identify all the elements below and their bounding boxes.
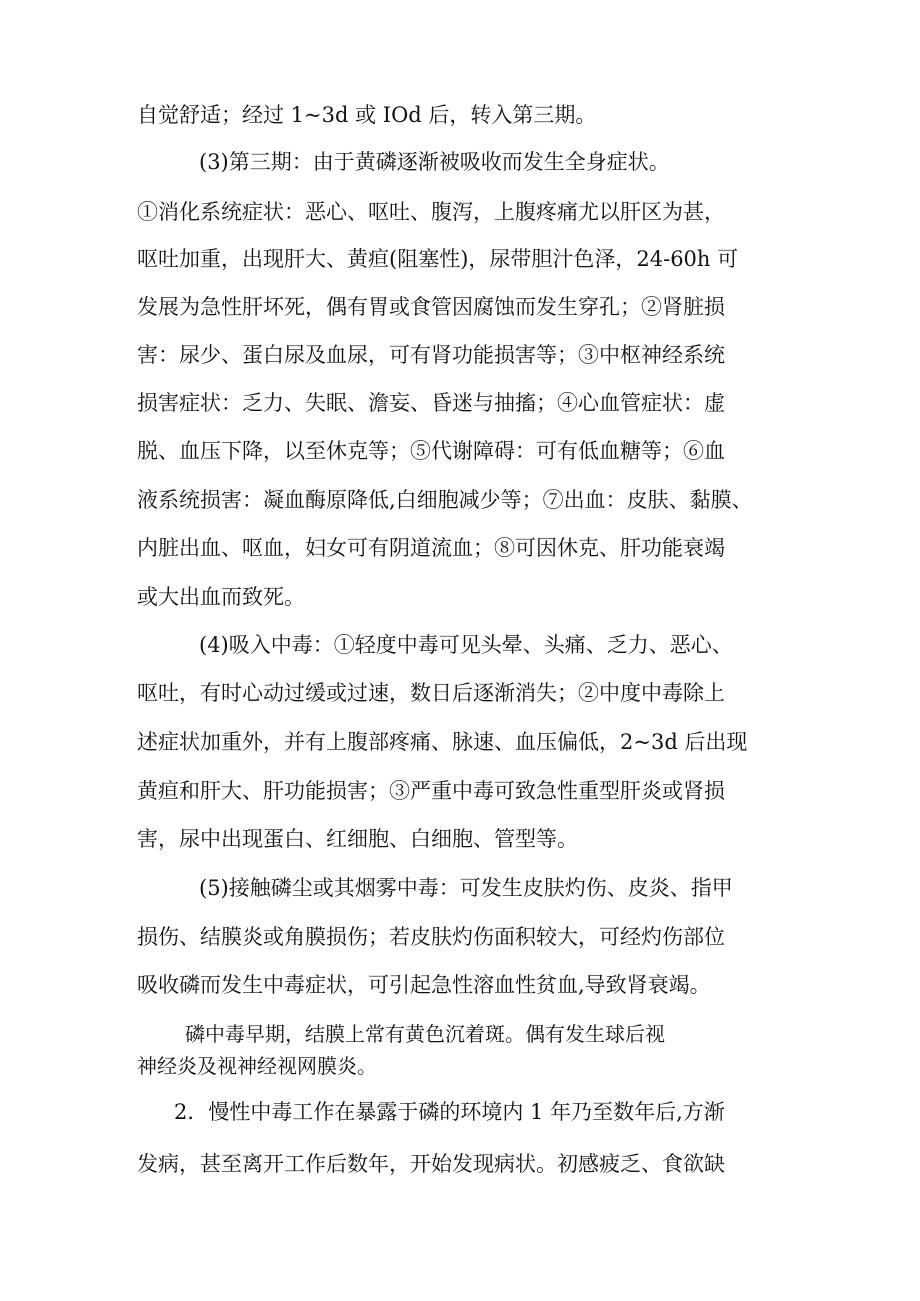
text-line: 或大出血而致死。	[137, 585, 305, 609]
text-line: ①消化系统症状：恶心、呕吐、腹泻，上腹疼痛尤以肝区为甚，	[137, 200, 725, 224]
text-line: 液系统损害：凝血酶原降低,白细胞减少等；⑦出血：皮肤、黏膜、	[137, 488, 753, 512]
text-line: 黄疸和肝大、肝功能损害；③严重中毒可致急性重型肝炎或肾损	[137, 779, 725, 803]
text-line: 发病，甚至离开工作后数年，开始发现病状。初感疲乏、食欲缺	[137, 1152, 725, 1176]
text-line: 发展为急性肝坏死，偶有胃或食管因腐蚀而发生穿孔；②肾脏损	[137, 295, 725, 319]
text-line: 述症状加重外，并有上腹部疼痛、脉速、血压偏低，2~3d 后出现	[137, 730, 748, 754]
text-line: 害：尿少、蛋白尿及血尿，可有肾功能损害等；③中枢神经系统	[137, 343, 725, 367]
text-line: 神经炎及视神经视网膜炎。	[137, 1054, 377, 1078]
text-line: 损伤、结膜炎或角膜损伤；若皮肤灼伤面积较大，可经灼伤部位	[137, 925, 725, 949]
text-line: 自觉舒适；经过 1~3d 或 IOd 后，转入第三期。	[137, 103, 597, 127]
text-line: (4)吸入中毒：①轻度中毒可见头晕、头痛、乏力、恶心、	[199, 633, 733, 657]
text-line: 害，尿中出现蛋白、红细胞、白细胞、管型等。	[137, 827, 578, 851]
text-line: (3)第三期：由于黄磷逐渐被吸收而发生全身症状。	[199, 150, 670, 174]
text-line: 吸收磷而发生中毒症状，可引起急性溶血性贫血,导致肾衰竭。	[137, 973, 711, 997]
text-line: 脱、血压下降，以至休克等；⑤代谢障碍：可有低血糖等；⑥血	[137, 439, 725, 463]
text-line: (5)接触磷尘或其烟雾中毒：可发生皮肤灼伤、皮炎、指甲	[199, 876, 733, 900]
text-line: 2．慢性中毒工作在暴露于磷的环境内 1 年乃至数年后,方渐	[174, 1100, 725, 1124]
text-line: 呕吐加重，出现肝大、黄疸(阻塞性)，尿带胆汁色泽，24-60h 可	[137, 247, 739, 271]
text-line: 磷中毒早期，结膜上常有黄色沉着斑。偶有发生球后视	[185, 1022, 665, 1046]
text-line: 损害症状：乏力、失眠、澹妄、昏迷与抽搐；④心血管症状：虚	[137, 391, 725, 415]
text-line: 呕吐，有时心动过缓或过速，数日后逐渐消失；②中度中毒除上	[137, 681, 725, 705]
text-line: 内脏出血、呕血，妇女可有阴道流血；⑧可因休克、肝功能衰竭	[137, 536, 725, 560]
